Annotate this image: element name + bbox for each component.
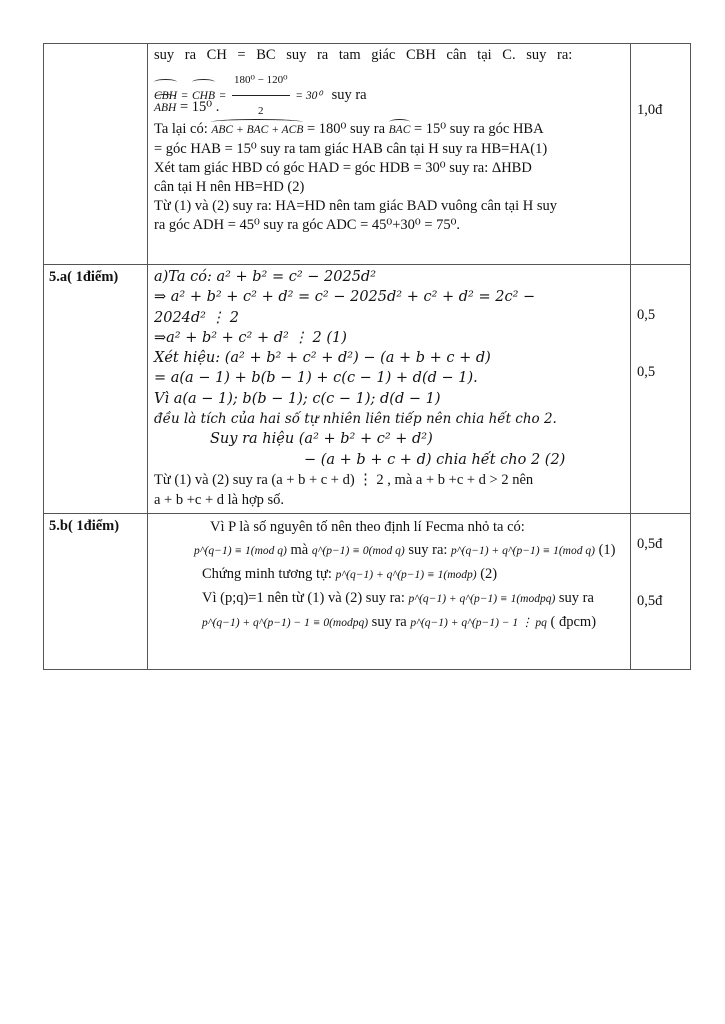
fraction: $\frac{\text{180⁰ − 120⁰}}{2}$ [232,65,290,126]
row-content-cell [148,44,631,265]
score-value: 0,5 [637,364,656,380]
score-value: 1,0đ [637,102,663,118]
formula-line: Chứng minh tương tự: p^(q−1) + q^(p−1) ≡ 1(modp) (2) [202,565,498,582]
angle-bac: BAC [389,121,411,140]
formula-line: ABH = 15⁰ . [154,95,624,120]
text-line: Xét tam giác HBD có góc HAD = góc HDB = 30⁰ suy ra: ΔHBD [154,160,532,176]
math-line: − (a + b + c + d) chia hết cho 2 (2) [304,451,566,468]
text-line: suy ra CH = BC suy ra tam giác CBH cân tại C. suy ra: [154,47,573,63]
math-line: a)Ta có: a² + b² = c² − 2025d² [154,269,377,285]
table-row [44,265,691,514]
text-line: = góc HAB = 15⁰ suy ra tam giác HAB cân tại H suy ra HB=HA(1) [154,141,548,157]
row-content-cell [148,265,631,514]
text-line: a + b +c + d là hợp số. [154,492,285,509]
math-line: Vì a(a − 1); b(b − 1); c(c − 1); d(d − 1) [154,390,441,407]
score-value: 0,5 [637,307,656,323]
math-line: Xét hiệu: (a² + b² + c² + d²) − (a + b + c + d) [154,350,491,367]
question-label: 5.b( 1điểm) [49,517,120,534]
text-line: Từ (1) và (2) suy ra (a + b + c + d) ⋮ 2 , mà a + b +c + d > 2 nên [154,471,534,488]
row-label-cell [44,265,148,514]
score-cell [631,265,691,514]
math-line: = a(a − 1) + b(b − 1) + c(c − 1) + d(d − 1). [154,370,478,387]
angle-sum: ABC + BAC + ACB [211,121,303,140]
score-value: 0,5đ [637,592,663,609]
text-line: ra góc ADH = 45⁰ suy ra góc ADC = 45⁰+30⁰ = 75⁰. [154,217,461,233]
row-label-cell [44,44,148,265]
text-line: Từ (1) và (2) suy ra: HA=HD nên tam giác BAD vuông cân tại H suy [154,198,558,214]
formula-line: p^(q−1) + q^(p−1) − 1 ≡ 0(modpq) suy ra p^(q−1) + q^(p−1) − 1 ⋮ pq ( đpcm) [202,613,597,630]
row-content-cell [148,513,631,669]
math-line: ⇒ a² + b² + c² + d² = c² − 2025d² + c² + d² = 2c² − [154,289,536,306]
question-label: 5.a( 1điểm) [49,269,119,285]
row-label-cell [44,513,148,669]
math-line: đều là tích của hai số tự nhiên liên tiếp nên chia hết cho 2. [154,411,557,428]
grading-table [43,43,691,670]
text-line: Vì P là số nguyên tố nên theo định lí Fecma nhỏ ta có: [210,518,525,535]
angle-abh: ABH [154,96,176,120]
table-row [44,44,691,265]
text-line: Ta lại có: ABC + BAC + ACB = 180⁰ suy ra BAC = 15⁰ suy ra góc HBA [154,120,624,140]
score-cell [631,44,691,265]
text-line: cân tại H nên HB=HD (2) [154,179,305,195]
angle-chb: CHB [192,81,215,111]
math-line: Suy ra hiệu (a² + b² + c² + d²) [210,431,433,448]
math-line: 2024d² ⋮ 2 [154,309,239,326]
formula-line: p^(q−1) ≡ 1(mod q) mà q^(p−1) ≡ 0(mod q) suy ra: p^(q−1) + q^(p−1) ≡ 1(mod q) (1) [194,541,616,558]
math-line: ⇒a² + b² + c² + d² ⋮ 2 (1) [154,329,347,346]
table-row [44,513,691,669]
angle-cbh: CBH [154,81,177,111]
score-cell [631,513,691,669]
score-value: 0,5đ [637,535,663,552]
formula-line: CBH = CHB = $\frac{\text{180⁰ − 120⁰}}{2}$ = 30⁰ suy ra [154,65,624,95]
formula-line: Vì (p;q)=1 nên từ (1) và (2) suy ra: p^(q−1) + q^(p−1) ≡ 1(modpq) suy ra [202,589,594,606]
